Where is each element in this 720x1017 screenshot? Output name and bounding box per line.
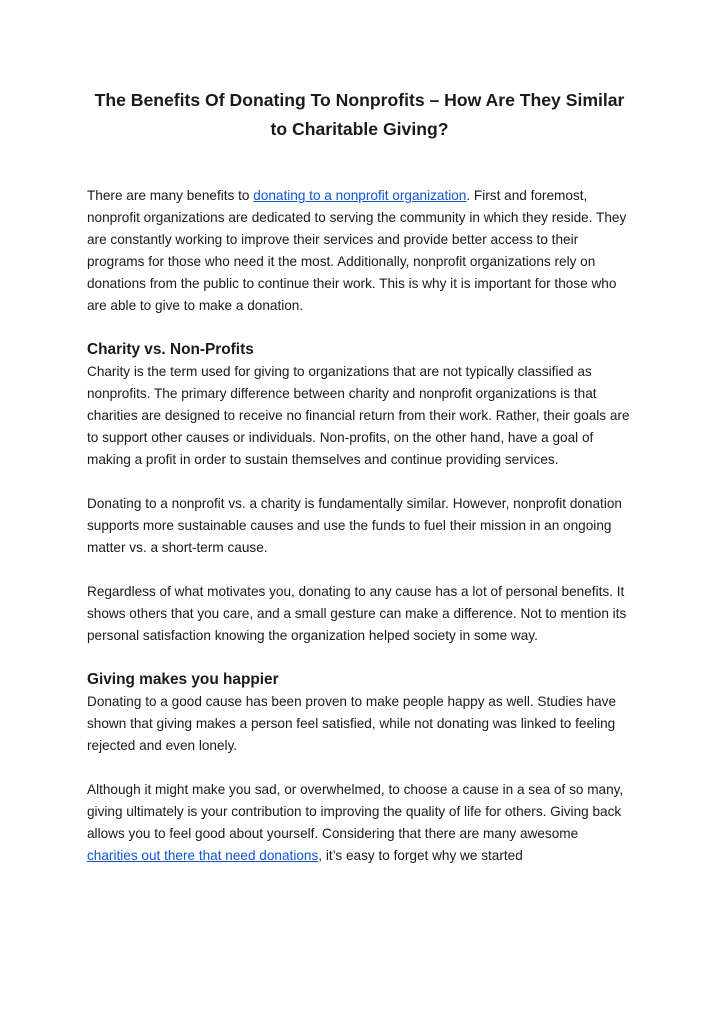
intro-paragraph [87, 185, 632, 317]
charities-need-donations-link[interactable]: charities out there that need donations [87, 848, 319, 863]
happier-paragraph-2 [87, 779, 632, 867]
charity-paragraph-1: Charity is the term used for giving to organizations that are not typically classified as nonprofits. The primary difference between charity and nonprofit organizations is that charities are designed to receive no financial return from their work. Rather, their goals are to support other causes or individuals. Non-profits, on the other hand, have a goal of making a profit in order to sustain themselves and continue providing services. [87, 364, 630, 467]
intro-text-end: . First and foremost, nonprofit organizations are dedicated to serving the community in which they reside. They are constantly working to improve their services and provide better access to their programs for those who need it the most. Additionally, nonprofit organizations rely on donations from the public to continue their work. This is why it is important for those who are able to give to make a donation. [87, 188, 627, 313]
charity-paragraph-2: Donating to a nonprofit vs. a charity is fundamentally similar. However, nonprofit donation supports more sustainable causes and use the funds to fuel their mission in an ongoing matter vs. a short-term cause. [87, 496, 622, 555]
happier-text-end: , it’s easy to forget why we started [318, 848, 523, 863]
happier-text-start: Although it might make you sad, or overwhelmed, to choose a cause in a sea of so many, giving ultimately is your contribution to improving the quality of life for others. Giving back allows you to feel good about yourself. Considering that there are many awesome [87, 782, 624, 841]
document-title: The Benefits Of Donating To Nonprofits – How Are They Similar to Charitable Giving? [94, 90, 625, 139]
nonprofit-donation-link[interactable]: donating to a nonprofit organization [253, 188, 467, 203]
section-heading-charity-vs-nonprofits: Charity vs. Non-Profits [87, 341, 254, 358]
charity-paragraph-3: Regardless of what motivates you, donating to any cause has a lot of personal benefits. It shows others that you care, and a small gesture can make a difference. Not to mention its personal satisfaction knowing the organization helped society in some way. [87, 584, 627, 643]
intro-text-start: There are many benefits to [87, 188, 254, 203]
happier-paragraph-1: Donating to a good cause has been proven to make people happy as well. Studies have shown that giving makes a person feel satisfied, while not donating was linked to feeling rejected and even lonely. [87, 694, 617, 753]
section-heading-giving-happier: Giving makes you happier [87, 671, 279, 688]
